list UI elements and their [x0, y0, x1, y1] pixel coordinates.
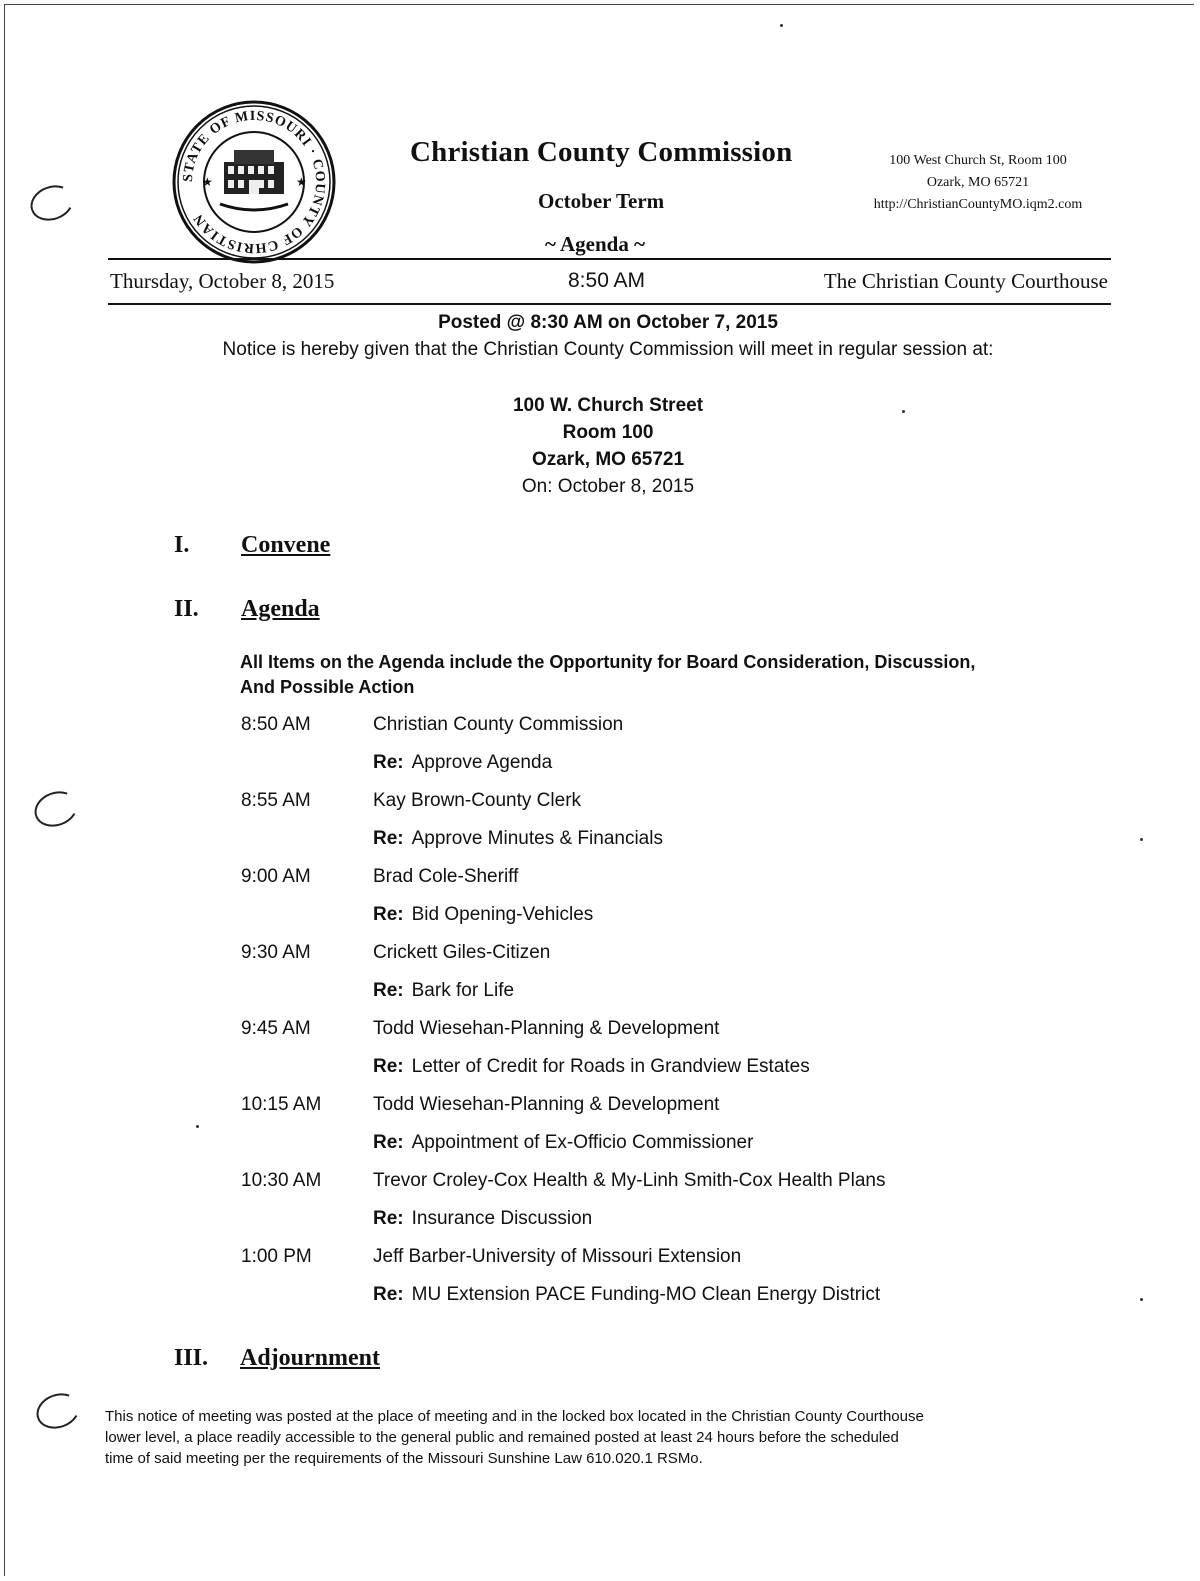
- agenda-item-subject: [373, 1284, 880, 1306]
- scan-speck: [780, 24, 783, 27]
- agenda-item-presenter: Jeff Barber-University of Missouri Extension: [373, 1246, 742, 1267]
- re-label: Re:: [373, 1056, 404, 1077]
- agenda-item-re: Insurance Discussion: [411, 1208, 593, 1229]
- scan-speck: [1140, 838, 1143, 841]
- re-label: Re:: [373, 980, 404, 1001]
- agenda-item-re: Bid Opening-Vehicles: [411, 904, 594, 925]
- re-label: Re:: [373, 752, 404, 773]
- county-seal-icon: [172, 100, 336, 264]
- agenda-item-re: Letter of Credit for Roads in Grandview Estates: [411, 1056, 810, 1077]
- agenda-item-time: 9:30 AM: [241, 942, 311, 963]
- agenda-item-time: 10:15 AM: [241, 1094, 322, 1115]
- agenda-item-time: 9:00 AM: [241, 866, 311, 887]
- agenda-item-subject: [373, 1208, 592, 1230]
- agenda-item-re: Approve Agenda: [411, 752, 553, 773]
- agenda-item-presenter: Kay Brown-County Clerk: [373, 790, 582, 811]
- section-number: II.: [174, 596, 199, 622]
- notice-statement: Notice is hereby given that the Christian County Commission will meet in regular session at:: [222, 339, 994, 360]
- agenda-item-presenter: Todd Wiesehan-Planning & Development: [373, 1018, 720, 1039]
- agenda-item-re: Appointment of Ex-Officio Commissioner: [411, 1132, 754, 1153]
- meeting-date: Thursday, October 8, 2015: [110, 269, 335, 293]
- agenda-item-subject: [373, 752, 552, 774]
- scan-speck: [196, 1125, 199, 1128]
- agenda-intro-line: And Possible Action: [240, 677, 415, 697]
- agenda-item-subject: [373, 980, 514, 1002]
- agenda-item-subject: [373, 904, 593, 926]
- agenda-item-re: MU Extension PACE Funding-MO Clean Energy District: [411, 1284, 881, 1305]
- svg-text:★: ★: [202, 175, 213, 189]
- posting-notice-line: This notice of meeting was posted at the place of meeting and in the locked box located in the Christian County Courthouse: [105, 1408, 924, 1425]
- location-date: On: October 8, 2015: [521, 476, 695, 497]
- website-link[interactable]: http://ChristianCountyMO.iqm2.com: [873, 197, 1083, 212]
- header-rule: [108, 258, 1111, 260]
- posting-notice-line: lower level, a place readily accessible to the general public and remained posted at least 24 hours before the scheduled: [105, 1429, 899, 1446]
- section-title-convene: Convene: [241, 532, 331, 558]
- svg-text:★: ★: [296, 175, 307, 189]
- agenda-item-time: 9:45 AM: [241, 1018, 311, 1039]
- agenda-item-re: Approve Minutes & Financials: [411, 828, 663, 849]
- agenda-item-time: 8:50 AM: [241, 714, 311, 735]
- agenda-heading: ~ Agenda ~: [545, 232, 646, 256]
- agenda-item-re: Bark for Life: [411, 980, 515, 1001]
- re-label: Re:: [373, 828, 404, 849]
- section-number: III.: [174, 1345, 209, 1371]
- address-line: Ozark, MO 65721: [926, 175, 1030, 190]
- agenda-intro-line: All Items on the Agenda include the Opportunity for Board Consideration, Discussion,: [240, 652, 976, 672]
- agenda-item-time: 10:30 AM: [241, 1170, 322, 1191]
- term-label: October Term: [538, 189, 665, 213]
- re-label: Re:: [373, 904, 404, 925]
- re-label: Re:: [373, 1208, 404, 1229]
- location-street: 100 W. Church Street: [512, 395, 704, 416]
- posting-notice: [105, 1406, 1065, 1469]
- re-label: Re:: [373, 1132, 404, 1153]
- agenda-item-presenter: Trevor Croley-Cox Health & My-Linh Smith-Cox Health Plans: [373, 1170, 886, 1191]
- posted-line: Posted @ 8:30 AM on October 7, 2015: [438, 312, 778, 333]
- meeting-place: The Christian County Courthouse: [823, 269, 1108, 293]
- commission-title: Christian County Commission: [410, 136, 793, 168]
- section-number: I.: [174, 532, 190, 558]
- location-room: Room 100: [562, 422, 654, 443]
- scan-speck: [1140, 1298, 1143, 1301]
- address-block: [848, 150, 1108, 216]
- section-title-adjournment: Adjournment: [240, 1345, 381, 1371]
- location-city: Ozark, MO 65721: [531, 449, 685, 470]
- address-line: 100 West Church St, Room 100: [889, 153, 1067, 168]
- header-rule: [108, 303, 1111, 305]
- agenda-item-presenter: Brad Cole-Sheriff: [373, 866, 519, 887]
- agenda-item-presenter: Todd Wiesehan-Planning & Development: [373, 1094, 720, 1115]
- agenda-item-presenter: Crickett Giles-Citizen: [373, 942, 551, 963]
- svg-text:STATE OF MISSOURI · COUNTY OF: STATE OF MISSOURI · COUNTY OF CHRISTIAN: [180, 108, 328, 256]
- agenda-item-subject: [373, 1132, 753, 1154]
- re-label: Re:: [373, 1284, 404, 1305]
- agenda-item-presenter: Christian County Commission: [373, 714, 624, 735]
- agenda-item-time: 1:00 PM: [241, 1246, 312, 1267]
- meeting-time: 8:50 AM: [568, 269, 646, 292]
- meeting-location: [0, 392, 1200, 500]
- posting-notice-line: time of said meeting per the requirements of the Missouri Sunshine Law 610.020.1 RSMo.: [105, 1450, 703, 1467]
- agenda-item-time: 8:55 AM: [241, 790, 311, 811]
- agenda-intro: [240, 650, 1060, 700]
- agenda-item-subject: [373, 828, 663, 850]
- section-title-agenda: Agenda: [241, 596, 320, 622]
- agenda-item-subject: [373, 1056, 810, 1078]
